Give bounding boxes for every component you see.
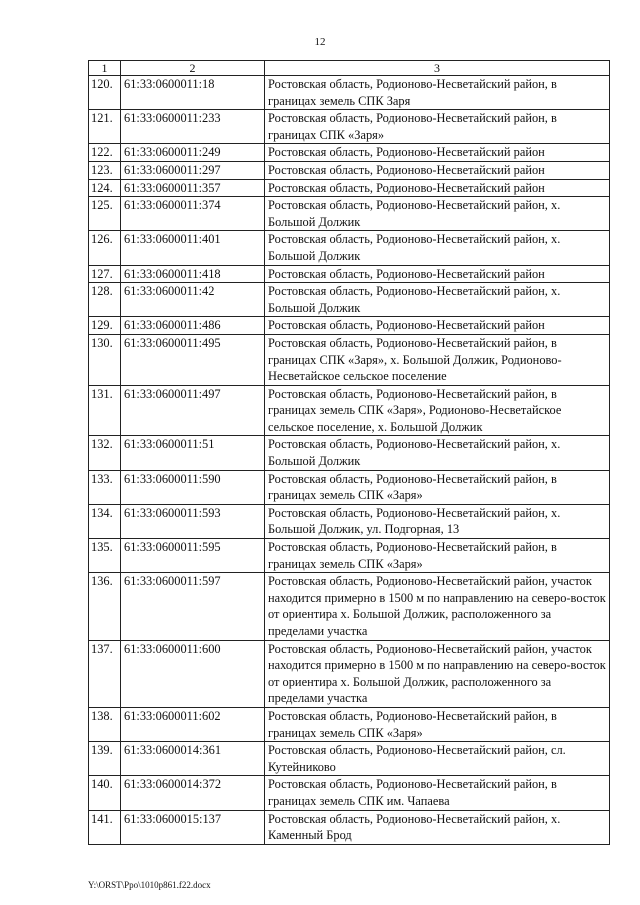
cadastral-number: 61:33:0600014:372 xyxy=(121,776,265,810)
address-cell: Ростовская область, Родионово-Несветайский район xyxy=(265,317,610,335)
row-number: 121. xyxy=(89,110,121,144)
table-header-row xyxy=(89,61,610,76)
address-cell: Ростовская область, Родионово-Несветайский район, в границах земель СПК «Заря» xyxy=(265,707,610,741)
row-number: 140. xyxy=(89,776,121,810)
address-cell: Ростовская область, Родионово-Несветайский район, в границах СПК «Заря» xyxy=(265,110,610,144)
cadastral-number: 61:33:0600011:486 xyxy=(121,317,265,335)
row-number: 120. xyxy=(89,76,121,110)
header-col-3: 3 xyxy=(265,61,610,76)
footer-file-path: Y:\ORST\Ppo\1010p861.f22.docx xyxy=(88,880,211,890)
row-number: 134. xyxy=(89,504,121,538)
table-body xyxy=(89,76,610,845)
table-row xyxy=(89,707,610,741)
row-number: 123. xyxy=(89,161,121,179)
cadastral-number: 61:33:0600011:18 xyxy=(121,76,265,110)
cadastral-number: 61:33:0600011:374 xyxy=(121,197,265,231)
cadastral-number: 61:33:0600011:51 xyxy=(121,436,265,470)
table-row xyxy=(89,539,610,573)
row-number: 133. xyxy=(89,470,121,504)
table-row xyxy=(89,573,610,640)
address-cell: Ростовская область, Родионово-Несветайский район xyxy=(265,144,610,162)
row-number: 128. xyxy=(89,283,121,317)
row-number: 126. xyxy=(89,231,121,265)
address-cell: Ростовская область, Родионово-Несветайский район, х. Большой Должик xyxy=(265,231,610,265)
address-cell: Ростовская область, Родионово-Несветайский район, в границах земель СПК им. Чапаева xyxy=(265,776,610,810)
cadastral-number: 61:33:0600011:249 xyxy=(121,144,265,162)
row-number: 122. xyxy=(89,144,121,162)
address-cell: Ростовская область, Родионово-Несветайский район, х. Большой Должик xyxy=(265,283,610,317)
table-row xyxy=(89,283,610,317)
address-cell: Ростовская область, Родионово-Несветайский район, в границах земель СПК «Заря» xyxy=(265,539,610,573)
address-cell: Ростовская область, Родионово-Несветайский район xyxy=(265,161,610,179)
table-row xyxy=(89,385,610,436)
address-cell: Ростовская область, Родионово-Несветайский район, х. Большой Должик xyxy=(265,436,610,470)
cadastral-number: 61:33:0600011:297 xyxy=(121,161,265,179)
table-row xyxy=(89,197,610,231)
cadastral-number: 61:33:0600015:137 xyxy=(121,810,265,844)
cadastral-number: 61:33:0600011:42 xyxy=(121,283,265,317)
page-number: 12 xyxy=(314,36,326,48)
table-row xyxy=(89,179,610,197)
header-col-1: 1 xyxy=(89,61,121,76)
cadastral-number: 61:33:0600011:497 xyxy=(121,385,265,436)
address-cell: Ростовская область, Родионово-Несветайский район, х. Каменный Брод xyxy=(265,810,610,844)
cadastral-number: 61:33:0600011:597 xyxy=(121,573,265,640)
row-number: 129. xyxy=(89,317,121,335)
address-cell: Ростовская область, Родионово-Несветайский район, в границах земель СПК «Заря» xyxy=(265,470,610,504)
row-number: 136. xyxy=(89,573,121,640)
address-cell: Ростовская область, Родионово-Несветайский район, сл. Кутейниково xyxy=(265,742,610,776)
table-row xyxy=(89,504,610,538)
address-cell: Ростовская область, Родионово-Несветайский район, х. Большой Должик, ул. Подгорная, 13 xyxy=(265,504,610,538)
cadastral-number: 61:33:0600011:233 xyxy=(121,110,265,144)
row-number: 138. xyxy=(89,707,121,741)
cadastral-number: 61:33:0600011:401 xyxy=(121,231,265,265)
row-number: 131. xyxy=(89,385,121,436)
table-row xyxy=(89,76,610,110)
cadastral-number: 61:33:0600014:361 xyxy=(121,742,265,776)
address-cell: Ростовская область, Родионово-Несветайский район xyxy=(265,265,610,283)
address-cell: Ростовская область, Родионово-Несветайский район, в границах земель СПК Заря xyxy=(265,76,610,110)
table-row xyxy=(89,231,610,265)
cadastral-number: 61:33:0600011:602 xyxy=(121,707,265,741)
row-number: 139. xyxy=(89,742,121,776)
cadastral-table xyxy=(88,60,610,845)
table-row xyxy=(89,640,610,707)
cadastral-number: 61:33:0600011:595 xyxy=(121,539,265,573)
row-number: 141. xyxy=(89,810,121,844)
table-row xyxy=(89,110,610,144)
table-row xyxy=(89,265,610,283)
cadastral-number: 61:33:0600011:418 xyxy=(121,265,265,283)
address-cell: Ростовская область, Родионово-Несветайский район, х. Большой Должик xyxy=(265,197,610,231)
row-number: 125. xyxy=(89,197,121,231)
row-number: 124. xyxy=(89,179,121,197)
address-cell: Ростовская область, Родионово-Несветайский район, в границах земель СПК «Заря», Родионово-Несветайское сельское поселение, х. Большой Должик xyxy=(265,385,610,436)
header-col-2: 2 xyxy=(121,61,265,76)
cadastral-number: 61:33:0600011:600 xyxy=(121,640,265,707)
table-row xyxy=(89,161,610,179)
address-cell: Ростовская область, Родионово-Несветайский район, участок находится примерно в 1500 м по направлению на северо-восток от ориентира х. Большой Должик, расположенного за пределами участка xyxy=(265,640,610,707)
address-cell: Ростовская область, Родионово-Несветайский район, в границах СПК «Заря», х. Большой Должик, Родионово-Несветайское сельское поселение xyxy=(265,334,610,385)
address-cell: Ростовская область, Родионово-Несветайский район, участок находится примерно в 1500 м по направлению на северо-восток от ориентира х. Большой Должик, расположенного за пределами участка xyxy=(265,573,610,640)
cadastral-number: 61:33:0600011:495 xyxy=(121,334,265,385)
table-row xyxy=(89,742,610,776)
table-row xyxy=(89,144,610,162)
table-row xyxy=(89,334,610,385)
table-row xyxy=(89,776,610,810)
cadastral-number: 61:33:0600011:593 xyxy=(121,504,265,538)
cadastral-number: 61:33:0600011:590 xyxy=(121,470,265,504)
row-number: 135. xyxy=(89,539,121,573)
row-number: 130. xyxy=(89,334,121,385)
table-row xyxy=(89,810,610,844)
row-number: 137. xyxy=(89,640,121,707)
table-row xyxy=(89,470,610,504)
cadastral-number: 61:33:0600011:357 xyxy=(121,179,265,197)
address-cell: Ростовская область, Родионово-Несветайский район xyxy=(265,179,610,197)
table-row xyxy=(89,436,610,470)
table-row xyxy=(89,317,610,335)
row-number: 127. xyxy=(89,265,121,283)
row-number: 132. xyxy=(89,436,121,470)
